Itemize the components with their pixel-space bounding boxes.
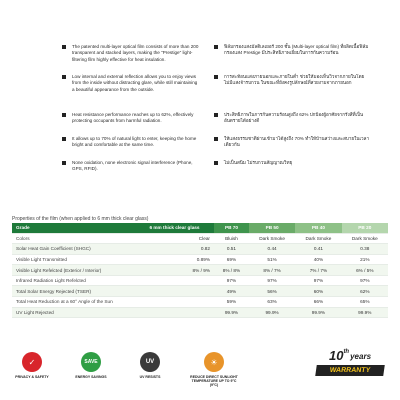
table-row — [12, 307, 388, 318]
cell: Clear — [135, 233, 214, 244]
sun-icon: ☀ — [204, 352, 224, 372]
feature-list — [40, 44, 370, 176]
cell: 0.51 — [214, 244, 249, 255]
table-title: Properties of the film (when applied to 6 mm thick clear glass) — [12, 216, 149, 222]
cell: 65% — [342, 297, 388, 308]
table-row — [12, 275, 388, 286]
feature-item: การสะท้อนแสงภายนอกและภายในต่ำ ช่วยให้มองเห็นวิวจากภายในโดยไม่มีแสงจ้ารบกวน ในขณะที่ยังคงรูปลักษณ์ที่สวยงามจากภายนอก — [214, 74, 370, 112]
badge-energy — [71, 352, 111, 387]
cell: 0.82 — [135, 244, 214, 255]
cell: 8% / 7% — [249, 265, 295, 276]
row-label: Visible Light Refelcted (Exterior / Interior) — [12, 265, 135, 276]
cell: 99.9% — [295, 307, 341, 318]
bullet-icon — [62, 137, 66, 141]
cell: 8% / 9% — [135, 265, 214, 276]
bullet-icon — [214, 113, 218, 117]
cell: 56% — [249, 286, 295, 297]
header-grade: Grade — [12, 223, 135, 233]
table-row — [12, 244, 388, 255]
header-pb50: PB 50 — [249, 223, 295, 233]
cell: 60% — [295, 286, 341, 297]
table-row — [12, 297, 388, 308]
cell — [135, 286, 214, 297]
badge-label: UV RESISTS — [139, 375, 161, 379]
cell: 7% / 7% — [295, 265, 341, 276]
english-features — [40, 44, 200, 176]
bullet-icon — [214, 45, 218, 49]
properties-table — [12, 223, 388, 318]
warranty-badge — [316, 348, 384, 384]
cell: 97% — [295, 275, 341, 286]
feature-item: The patented multi-layer optical film consists of more than 200 transparent and stacked layers, making the "Prestige" light-filtering film highly effective for heat insulation. — [62, 44, 200, 74]
cell: 59% — [214, 297, 249, 308]
cell: 51% — [249, 254, 295, 265]
badge-privacy — [12, 352, 52, 387]
cell: 99.9% — [214, 307, 249, 318]
cell: 97% — [249, 275, 295, 286]
feature-item: ฟิล์มกรองแสงมัลติเลเยอร์ 200 ชั้น (Multi-layer optical film) ที่ผลิตเนื้อฟิล์มกรองแสง Prestige มีประสิทธิภาพเยี่ยมในการกันความร้อน — [214, 44, 370, 74]
cell: 0.38 — [342, 244, 388, 255]
badge-temperature — [189, 352, 239, 387]
cell: 0.44 — [249, 244, 295, 255]
row-label: Total Heat Reduction at a 60° Angle of the Sun — [12, 297, 135, 308]
feature-item: None oxidation, none electronic signal interference (Phone, GPS, RFID). — [62, 160, 200, 176]
badge-uv — [130, 352, 170, 387]
cell — [135, 307, 214, 318]
feature-item: ให้แสงธรรมชาติผ่านเข้ามาได้สูงถึง 70% ทำให้บ้านสว่างและสบายในเวลาเดียวกัน — [214, 136, 370, 160]
bullet-icon — [62, 113, 66, 117]
table-header-row — [12, 223, 388, 233]
header-clear-glass: 6 mm thick clear glass — [135, 223, 214, 233]
cell: 49% — [214, 286, 249, 297]
cell: 69% — [214, 254, 249, 265]
row-label: Visible Light Transmitted — [12, 254, 135, 265]
cell: 62% — [342, 286, 388, 297]
row-label: UV Light Rejected — [12, 307, 135, 318]
warranty-banner: WARRANTY — [315, 365, 385, 376]
cell — [135, 275, 214, 286]
warranty-suffix: th — [343, 349, 350, 355]
cell: 21% — [342, 254, 388, 265]
cell: 6% / 5% — [342, 265, 388, 276]
bullet-icon — [214, 161, 218, 165]
table-row — [12, 233, 388, 244]
cell: 97% — [214, 275, 249, 286]
feature-item: ไม่เป็นสนิม ไม่รบกวนสัญญาณวิทยุ — [214, 160, 370, 176]
warranty-unit: years — [350, 352, 372, 361]
warranty-years — [316, 348, 384, 363]
shield-icon: ✓ — [22, 352, 42, 372]
feature-item: ประสิทธิภาพในการกันความร้อนสูงถึง 62% ปกป้องผู้อาศัยจากรังสีที่เป็นอันตรายได้อย่างดี — [214, 112, 370, 136]
uv-icon: UV — [140, 352, 160, 372]
cell — [135, 297, 214, 308]
row-label: Total Solar Energy Rejected (TSER) — [12, 286, 135, 297]
badge-label: ENERGY SAVINGS — [75, 375, 107, 379]
feature-badges — [12, 352, 258, 387]
table-row — [12, 254, 388, 265]
bullet-icon — [62, 45, 66, 49]
cell: 40% — [295, 254, 341, 265]
bullet-icon — [62, 161, 66, 165]
bullet-icon — [214, 75, 218, 79]
thai-features — [214, 44, 370, 176]
feature-item: Low internal and external reflection allows you to enjoy views from the inside without distracting glare, while still maintaining a beautiful appearance from the outside. — [62, 74, 200, 112]
header-pb70: PB 70 — [214, 223, 249, 233]
cell: 0.41 — [295, 244, 341, 255]
cell: Dark Smoke — [342, 233, 388, 244]
row-label: Colors — [12, 233, 135, 244]
header-pb40: PB 40 — [295, 223, 341, 233]
row-label: Solar Heat Gain Coefficient (SHGC) — [12, 244, 135, 255]
cell: 99.9% — [249, 307, 295, 318]
cell: Dark Smoke — [295, 233, 341, 244]
cell: 66% — [295, 297, 341, 308]
feature-item: Heat resistance performance reaches up to 62%, effectively protecting occupants from harmful radiation. — [62, 112, 200, 136]
bullet-icon — [62, 75, 66, 79]
badge-label: PRIVACY & SAFETY — [15, 375, 49, 379]
table-row — [12, 286, 388, 297]
header-pb20: PB 20 — [342, 223, 388, 233]
energy-save-icon: SAVE — [81, 352, 101, 372]
cell: 97% — [342, 275, 388, 286]
row-label: Infrared Radiation Light Refelcted — [12, 275, 135, 286]
cell: 63% — [249, 297, 295, 308]
badge-label: REDUCE DIRECT SUNLIGHT TEMPERATURE UP TO 9°C (9°C) — [190, 375, 238, 387]
cell: Dark Smoke — [249, 233, 295, 244]
cell: Bluish — [214, 233, 249, 244]
table-row — [12, 265, 388, 276]
feature-item: It allows up to 70% of natural light to enter, keeping the home bright and comfortable at the same time. — [62, 136, 200, 160]
bullet-icon — [214, 137, 218, 141]
cell: 8% / 8% — [214, 265, 249, 276]
cell: 0.89% — [135, 254, 214, 265]
cell: 99.9% — [342, 307, 388, 318]
warranty-number: 10 — [328, 348, 344, 363]
